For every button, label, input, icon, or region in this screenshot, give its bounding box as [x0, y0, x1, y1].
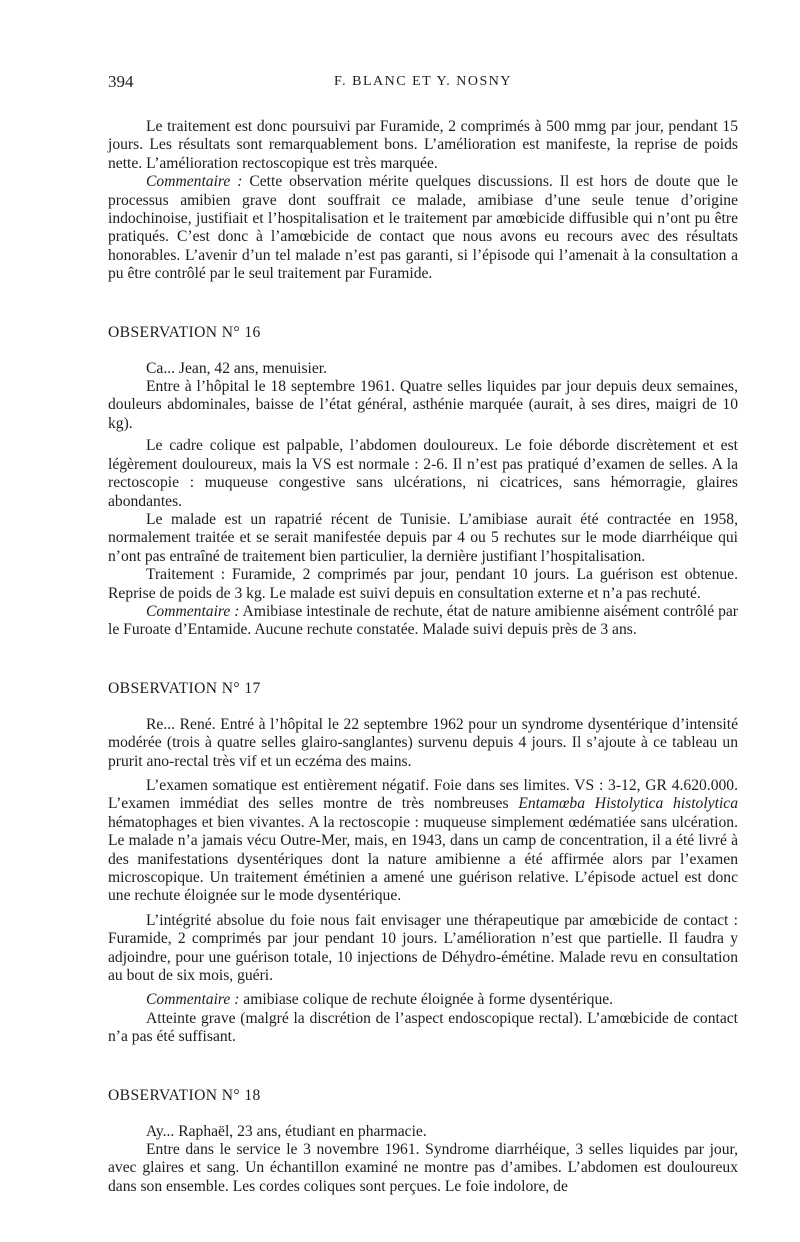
- paragraph-commentary-15: [108, 173, 738, 283]
- paragraph-history-16: Le malade est un rapatrié récent de Tunisie. L’amibiase aurait été contractée en 1958, normalement traitée et se serait manifestée depuis par 4 ou 5 rechutes sur le mode diarrhéique qui n’ont pas entraîné de traitement bien particulier, la dernière justifiant l’hospitalisation.: [108, 510, 738, 565]
- commentary-label: Commentaire :: [146, 602, 240, 620]
- exam-text-b: hématophages et bien vivantes. A la rectoscopie : muqueuse simplement œdématiée sans ulcération. Le malade n’a jamais vécu Outre-Mer, mais, en 1943, dans un camp de concentration, il a été livré à des manifestations dysentériques dont la nature amibienne a été affirmée alors par l’examen microscopique. Un traitement émétinien a amené une guérison relative. L’épisode actuel est donc une rechute éloignée sur le mode dysentérique.: [108, 813, 738, 905]
- patient-identity-16: Ca... Jean, 42 ans, menuisier.: [146, 359, 328, 377]
- paragraph-admission-16: Entre à l’hôpital le 18 septembre 1961. Quatre selles liquides par jour depuis deux semaines, douleurs abdominales, baisse de l’état général, asthénie marquée (aurait, à ses dires, maigri de 10 kg).: [108, 378, 738, 432]
- paragraph-treatment-17: L’intégrité absolue du foie nous fait envisager une thérapeutique par amœbicide de contact : Furamide, 2 comprimés par jour pendant 10 jours. L’amélioration n’est que partielle. Il faudra y adjoindre, pour une guérison totale, 10 injections de Déhydro-émétine. Malade revu en consultation au bout de six mois, guéri.: [108, 911, 738, 985]
- commentary-text: amibiase colique de rechute éloignée à forme dysentérique.: [239, 991, 614, 1009]
- observation-16-title: OBSERVATION N° 16: [108, 323, 261, 341]
- commentary-label: Commentaire :: [146, 173, 243, 191]
- page-header: [108, 72, 738, 94]
- paragraph-exam-16: Le cadre colique est palpable, l’abdomen douloureux. Le foie déborde discrètement et est légèrement douloureux, mais la VS est normale : 2-6. Il n’est pas pratiqué d’examen de selles. A la rectoscopie : muqueuse congestive sans ulcérations, ni cicatrices, sans hémorragie, glaires abondantes.: [108, 437, 738, 510]
- article-body: [108, 118, 738, 1196]
- patient-identity-18: Ay... Raphaël, 23 ans, étudiant en pharmacie.: [146, 1122, 427, 1140]
- paragraph-treatment-result: Le traitement est donc poursuivi par Furamide, 2 comprimés à 500 mmg par jour, pendant 15 jours. Les résultats sont remarquablement bons. L’amélioration est manifeste, la reprise de poids nette. L’amélioration rectoscopique est très marquée.: [108, 118, 738, 172]
- observation-18-title: OBSERVATION N° 18: [108, 1086, 261, 1104]
- species-name: Entamœba Histolytica histolytica: [518, 795, 738, 813]
- paragraph-exam-17: [108, 777, 738, 906]
- commentary-label: Commentaire :: [146, 991, 240, 1009]
- observation-17-title: OBSERVATION N° 17: [108, 679, 261, 697]
- commentary-text: Cette observation mérite quelques discussions. Il est hors de doute que le processus amibien grave dont souffrait ce malade, amibiase d’une seule tenue d’origine indochinoise, justifiait et l’hospitalisation et le traitement par amœbicide diffusible qui n’ont pu être pratiqués. C’est donc à l’amœbicide de contact que nous avons eu recours avec des résultats honorables. L’avenir d’un tel malade n’est pas garanti, si l’épisode qui l’amenait à la consultation a pu être contrôlé par le seul traitement par Furamide.: [108, 173, 739, 283]
- running-head: F. BLANC ET Y. NOSNY: [334, 74, 512, 89]
- paragraph-admission-18: Entre dans le service le 3 novembre 1961. Syndrome diarrhéique, 3 selles liquides par jour, avec glaires et sang. Un échantillon examiné ne montre pas d’amibes. L’abdomen est douloureux dans son ensemble. Les cordes coliques sont perçues. Le foie indolore, de: [108, 1141, 738, 1195]
- paragraph-treatment-16: Traitement : Furamide, 2 comprimés par jour, pendant 10 jours. La guérison est obtenue. Reprise de poids de 3 kg. Le malade est suivi depuis en consultation externe et n’a pas rechuté.: [108, 566, 738, 602]
- page-number: 394: [108, 72, 134, 91]
- commentary-text: Amibiase intestinale de rechute, état de nature amibienne aisément contrôlé par le Furoate d’Entamide. Aucune rechute constatée. Malade suivi depuis près de 3 ans.: [108, 602, 739, 639]
- paragraph-commentary-17: [108, 991, 738, 1009]
- exam-text-a: L’examen somatique est entièrement négatif. Foie dans ses limites. VS : 3-12, GR 4.620.000. L’examen immédiat des selles montre de très nombreuses: [108, 776, 738, 813]
- paragraph-commentary-17-cont: Atteinte grave (malgré la discrétion de l’aspect endoscopique rectal). L’amœbicide de contact n’a pas été suffisant.: [108, 1009, 738, 1046]
- paragraph-commentary-16: [108, 603, 738, 640]
- paragraph-admission-17: Re... René. Entré à l’hôpital le 22 septembre 1962 pour un syndrome dysentérique d’intensité modérée (trois à quatre selles glairo-sanglantes) survenu depuis 4 jours. Il s’ajoute à ce tableau un prurit ano-rectal très vif et un eczéma des mains.: [108, 715, 738, 770]
